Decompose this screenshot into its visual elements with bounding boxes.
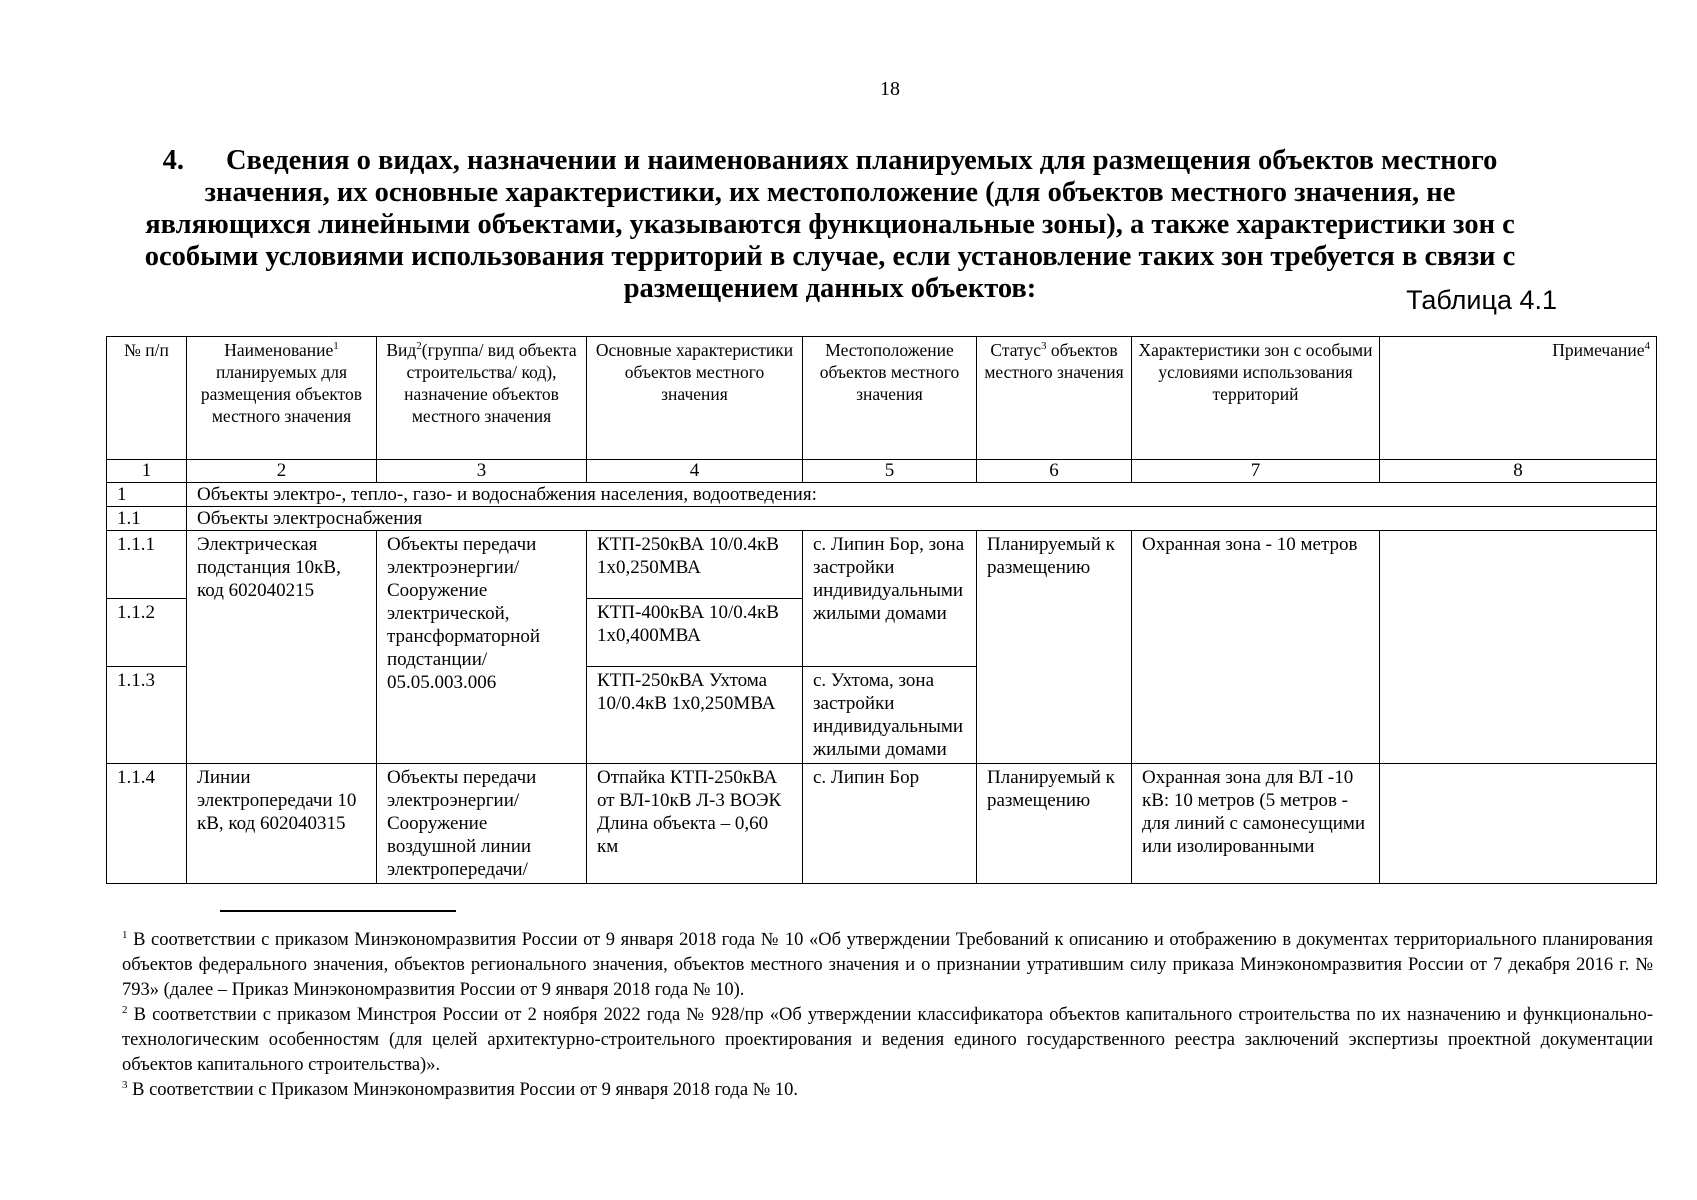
column-number: 7 xyxy=(1132,460,1380,483)
column-number: 6 xyxy=(977,460,1132,483)
row-number: 1.1.1 xyxy=(107,531,187,599)
section-heading xyxy=(120,145,1540,305)
column-number-row xyxy=(107,460,1657,483)
header-name-text: Наименование xyxy=(224,340,334,360)
object-type: Объекты передачи электроэнергии/ Сооружение воздушной линии электропередачи/ xyxy=(377,764,587,884)
column-number: 4 xyxy=(587,460,803,483)
object-name: Линии электропередачи 10 кВ, код 602040315 xyxy=(187,764,377,884)
header-note-text: Примечание xyxy=(1552,340,1645,360)
header-zones-text: Характеристики зон с особыми условиями использования территорий xyxy=(1138,340,1373,404)
footnote-ref-2: 2 xyxy=(416,340,422,353)
footnote-3-text: В соответствии с Приказом Минэкономразвития России от 9 января 2018 года № 10. xyxy=(127,1080,799,1100)
row-number: 1.1.3 xyxy=(107,667,187,764)
subgroup-row xyxy=(107,507,1657,531)
header-number xyxy=(107,337,187,460)
footnote-ref-4: 4 xyxy=(1644,340,1650,353)
column-number: 5 xyxy=(803,460,977,483)
footnotes xyxy=(122,928,1653,1103)
header-note xyxy=(1380,337,1657,460)
header-status-text-rest: объектов местного значения xyxy=(984,340,1124,382)
object-note xyxy=(1380,531,1657,764)
header-type xyxy=(377,337,587,460)
section-number: 4. xyxy=(162,145,184,176)
object-type: Объекты передачи электроэнергии/ Сооружение электрической, трансформаторной подстанции/ 05.05.003.006 xyxy=(377,531,587,764)
subgroup-title: Объекты электроснабжения xyxy=(187,507,1657,531)
header-characteristics-text: Основные характеристики объектов местного значения xyxy=(595,340,794,404)
column-number: 3 xyxy=(377,460,587,483)
subgroup-number: 1.1 xyxy=(107,507,187,531)
row-number: 1.1.2 xyxy=(107,599,187,667)
header-name-text-rest: планируемых для размещения объектов местного значения xyxy=(200,362,363,426)
header-name xyxy=(187,337,377,460)
table-row xyxy=(107,764,1657,884)
header-status xyxy=(977,337,1132,460)
object-location: с. Липин Бор xyxy=(803,764,977,884)
zone-characteristics: Охранная зона для ВЛ -10 кВ: 10 метров (5 метров - для линий с самонесущими или изолированными xyxy=(1132,764,1380,884)
footnote-2-text: В соответствии с приказом Минстроя России от 2 ноября 2022 года № 928/пр «Об утверждении классификатора объектов капитального строительства по их назначению и функционально-технологическим особенностям (для целей архитектурно-строительного проектирования и ведения единого государственного реестра заключений экспертизы проектной документации объектов капитального строительства)». xyxy=(122,1005,1653,1075)
object-status: Планируемый к размещению xyxy=(977,764,1132,884)
column-number: 8 xyxy=(1380,460,1657,483)
table-row xyxy=(107,531,1657,599)
row-number: 1.1.4 xyxy=(107,764,187,884)
footnote-2-number: 2 xyxy=(122,1003,128,1016)
footnote-2 xyxy=(122,1003,1653,1078)
object-characteristics: Отпайка КТП-250кВА от ВЛ-10кВ Л-3 ВОЭК Длина объекта – 0,60 км xyxy=(587,764,803,884)
object-location: с. Ухтома, зона застройки индивидуальными жилыми домами xyxy=(803,667,977,764)
header-location-text: Местоположение объектов местного значения xyxy=(819,340,960,404)
group-title: Объекты электро-, тепло-, газо- и водоснабжения населения, водоотведения: xyxy=(187,483,1657,507)
object-characteristics: КТП-250кВА 10/0.4кВ 1x0,250МВА xyxy=(587,531,803,599)
footnote-1-number: 1 xyxy=(122,928,128,941)
footnote-3-number: 3 xyxy=(122,1078,128,1091)
object-note xyxy=(1380,764,1657,884)
header-zones xyxy=(1132,337,1380,460)
header-characteristics xyxy=(587,337,803,460)
footnote-1 xyxy=(122,928,1653,1003)
table-header-row xyxy=(107,337,1657,460)
footnote-ref-1: 1 xyxy=(333,340,339,353)
planned-objects-table xyxy=(106,336,1657,884)
object-characteristics: КТП-250кВА Ухтома 10/0.4кВ 1x0,250МВА xyxy=(587,667,803,764)
object-name: Электрическая подстанция 10кВ, код 602040215 xyxy=(187,531,377,764)
table-caption: Таблица 4.1 xyxy=(1406,285,1557,315)
object-status: Планируемый к размещению xyxy=(977,531,1132,764)
footnote-ref-3: 3 xyxy=(1040,340,1047,353)
object-location: с. Липин Бор, зона застройки индивидуальными жилыми домами xyxy=(803,531,977,667)
section-heading-text: Сведения о видах, назначении и наименованиях планируемых для размещения объектов местного значения, их основные характеристики, их местоположение (для объектов местного значения, не являющихся линейными объектами, указываются функциональные зоны), а также характеристики зон с особыми условиями использования территорий в случае, если установление таких зон требуется в связи с размещением данных объектов: xyxy=(144,145,1516,304)
header-type-text: Вид xyxy=(386,340,417,360)
zone-characteristics: Охранная зона - 10 метров xyxy=(1132,531,1380,764)
header-status-text: Статус xyxy=(990,340,1041,360)
header-type-text-rest: (группа/ вид объекта строительства/ код), назначение объектов местного значения xyxy=(404,340,577,426)
column-number: 1 xyxy=(107,460,187,483)
header-location xyxy=(803,337,977,460)
footnote-1-text: В соответствии с приказом Минэкономразвития России от 9 января 2018 года № 10 «Об утверждении Требований к описанию и отображению в документах территориального планирования объектов федерального значения, объектов регионального значения, объектов местного значения и о признании утратившим силу приказа Минэкономразвития России от 7 декабря 2016 г. № 793» (далее – Приказ Минэкономразвития России от 9 января 2018 года № 10). xyxy=(122,930,1653,1000)
footnote-3 xyxy=(122,1078,1653,1103)
header-number-text: № п/п xyxy=(124,340,169,360)
footnote-separator xyxy=(220,910,456,912)
group-row xyxy=(107,483,1657,507)
object-characteristics: КТП-400кВА 10/0.4кВ 1x0,400МВА xyxy=(587,599,803,667)
column-number: 2 xyxy=(187,460,377,483)
group-number: 1 xyxy=(107,483,187,507)
page-number: 18 xyxy=(880,78,900,100)
